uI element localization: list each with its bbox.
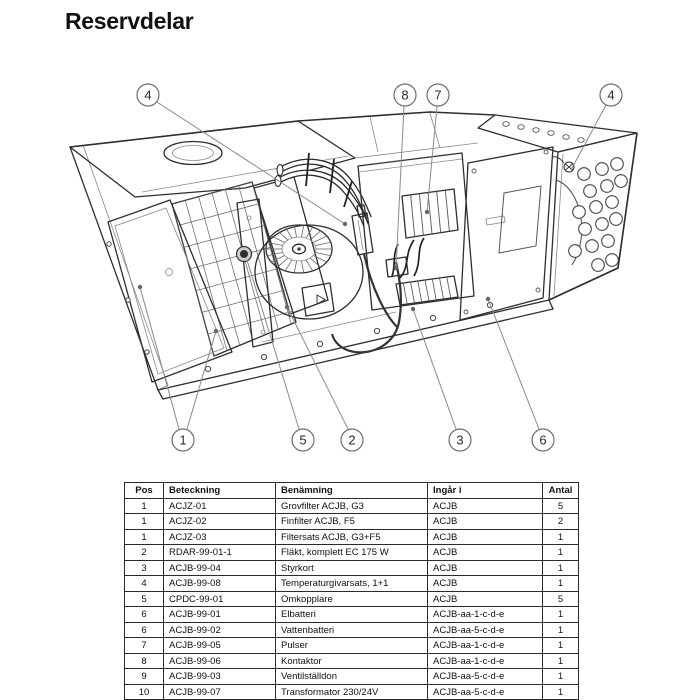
svg-text:5: 5 [299,432,307,448]
parts-table-body [125,498,579,700]
callout-4a [137,84,159,106]
table-cell: Vattenbatteri [276,622,428,638]
parts-table [124,482,579,700]
table-cell: Temperaturgivarsats, 1+1 [276,576,428,592]
table-cell: ACJB-99-05 [164,638,276,654]
table-cell: 1 [125,498,164,514]
right-compartment [460,122,627,320]
table-cell: 1 [543,638,579,654]
table-cell: ACJB-99-07 [164,684,276,700]
callout-6 [532,429,554,451]
table-cell: ACJB-aa-5-c-d-e [428,622,543,638]
table-cell: 1 [125,514,164,530]
perforation-holes [569,158,628,272]
svg-text:1: 1 [179,432,187,448]
table-cell: RDAR-99-01-1 [164,545,276,561]
table-row [125,545,579,561]
callout-7 [427,84,449,106]
table-cell: 1 [543,622,579,638]
fan-label [302,283,334,316]
table-cell: ACJB [428,576,543,592]
table-cell: ACJB [428,514,543,530]
table-cell: Filtersats ACJB, G3+F5 [276,529,428,545]
table-cell: ACJB-99-01 [164,607,276,623]
table-row [125,638,579,654]
table-cell: 1 [543,576,579,592]
page-title: Reservdelar [65,8,194,34]
callouts [137,84,622,451]
svg-text:8: 8 [401,87,409,103]
table-row [125,669,579,685]
table-cell: 2 [125,545,164,561]
callout-1 [172,429,194,451]
table-cell: 10 [125,684,164,700]
panel-screws [464,150,548,314]
table-cell: 5 [125,591,164,607]
svg-text:2: 2 [348,432,356,448]
table-row [125,653,579,669]
table-row [125,529,579,545]
svg-text:4: 4 [607,87,615,103]
table-cell: 7 [125,638,164,654]
table-cell: ACJB-aa-5-c-d-e [428,669,543,685]
column-header-antal: Antal [543,483,579,499]
callout-3 [449,429,471,451]
column-header-benamning: Benämning [276,483,428,499]
table-cell: 2 [543,514,579,530]
table-header-row [125,483,579,499]
table-row [125,560,579,576]
table-row [125,576,579,592]
table-cell: 1 [543,669,579,685]
table-row [125,514,579,530]
table-row [125,607,579,623]
table-cell: ACJB [428,529,543,545]
table-cell: 6 [125,607,164,623]
table-cell: Kontaktor [276,653,428,669]
table-cell: Styrkort [276,560,428,576]
table-cell: ACJB-99-02 [164,622,276,638]
table-cell: 1 [543,545,579,561]
table-row [125,591,579,607]
table-cell: 1 [543,607,579,623]
table-cell: 9 [125,669,164,685]
table-row [125,498,579,514]
table-cell: 1 [543,529,579,545]
table-cell: Transformator 230/24V [276,684,428,700]
table-row [125,622,579,638]
svg-text:6: 6 [539,432,547,448]
table-cell: Grovfilter ACJB, G3 [276,498,428,514]
column-header-beteckning: Beteckning [164,483,276,499]
table-cell: 5 [543,591,579,607]
svg-text:7: 7 [434,87,442,103]
table-cell: ACJB-99-03 [164,669,276,685]
table-cell: Elbatteri [276,607,428,623]
callout-4b [600,84,622,106]
svg-text:3: 3 [456,432,464,448]
table-cell: ACJZ-01 [164,498,276,514]
svg-text:4: 4 [144,87,152,103]
perforated-end-panel [549,133,637,300]
table-cell: 1 [543,653,579,669]
heater-slat-lines [411,190,450,237]
table-cell: 1 [543,684,579,700]
table-cell: 8 [125,653,164,669]
column-header-pos: Pos [125,483,164,499]
table-cell: Ventilställdon [276,669,428,685]
table-cell: Fläkt, komplett EC 175 W [276,545,428,561]
column-header-ingar_i: Ingår i [428,483,543,499]
table-cell: ACJB-aa-1-c-d-e [428,638,543,654]
table-cell: ACJB-aa-1-c-d-e [428,607,543,623]
table-cell: ACJB [428,545,543,561]
callout-8 [394,84,416,106]
table-cell: ACJB [428,560,543,576]
callout-5 [292,429,314,451]
table-cell: Finfilter ACJB, F5 [276,514,428,530]
fan-section [237,199,364,347]
callout-leaders [138,102,606,429]
table-cell: 5 [543,498,579,514]
table-cell: ACJZ-02 [164,514,276,530]
table-cell: ACJB-99-08 [164,576,276,592]
table-cell: 1 [125,529,164,545]
table-cell: Pulser [276,638,428,654]
top-rim-band [478,115,637,152]
document-pocket [499,186,541,253]
table-row [125,684,579,700]
table-cell: Omkopplare [276,591,428,607]
table-cell: 4 [125,576,164,592]
table-cell: 3 [125,560,164,576]
table-cell: 1 [543,560,579,576]
table-cell: ACJZ-03 [164,529,276,545]
table-cell: ACJB-99-04 [164,560,276,576]
table-cell: ACJB [428,498,543,514]
callout-2 [341,429,363,451]
coil-compartment [358,153,474,310]
table-cell: ACJB-99-06 [164,653,276,669]
table-cell: 6 [125,622,164,638]
table-cell: ACJB-aa-1-c-d-e [428,653,543,669]
table-cell: ACJB [428,591,543,607]
table-cell: CPDC-99-01 [164,591,276,607]
table-cell: ACJB-aa-5-c-d-e [428,684,543,700]
